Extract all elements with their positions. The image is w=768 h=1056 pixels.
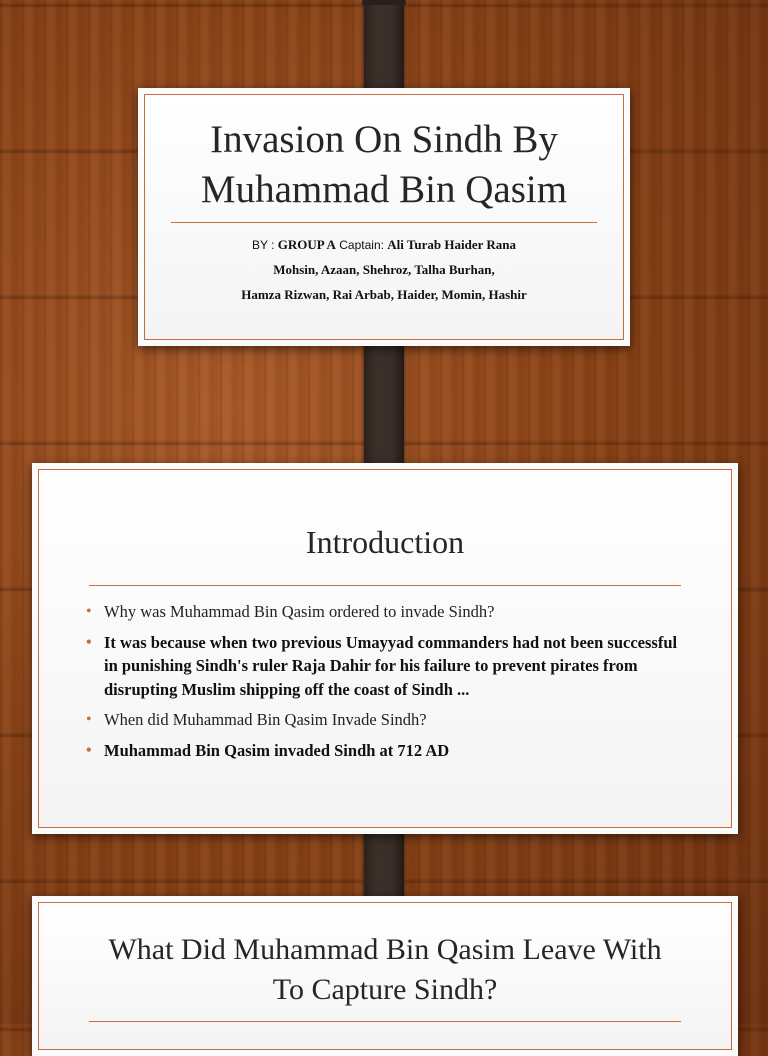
title-divider (171, 222, 597, 223)
introduction-bullet-list (86, 600, 686, 769)
question-divider (89, 1021, 681, 1022)
introduction-divider (89, 585, 681, 586)
captain-label: Captain: (335, 238, 388, 252)
slide-title-frame (144, 94, 624, 340)
bullet-text: Why was Muhammad Bin Qasim ordered to invade Sindh? (104, 602, 495, 621)
bullet-text: When did Muhammad Bin Qasim Invade Sindh? (104, 710, 427, 729)
bullet-marker: • (86, 603, 92, 620)
slide-title-line-2: Muhammad Bin Qasim (200, 168, 568, 211)
members-line-1: Mohsin, Azaan, Shehroz, Talha Burhan, (273, 262, 495, 277)
question-title-line-1: What Did Muhammad Bin Qasim Leave With (108, 933, 662, 966)
group-name: GROUP A (277, 237, 336, 252)
byline-group-captain (145, 237, 623, 253)
bullet-item (86, 739, 686, 763)
bullet-marker: • (86, 633, 92, 651)
slide-introduction-card[interactable] (32, 463, 738, 834)
by-label: BY : (251, 238, 278, 252)
bullet-marker: • (86, 741, 92, 759)
members-line-2: Hamza Rizwan, Rai Arbab, Haider, Momin, Hashir (241, 287, 527, 302)
bullet-text: It was because when two previous Umayyad commanders had not been successful in punishing Sindh's ruler Raja Dahir for his failure to prevent pirates from disrupting Muslim shipping off the coast of Sindh ... (104, 632, 678, 699)
slide-title-line-1: Invasion On Sindh By (210, 118, 558, 161)
captain-name: Ali Turab Haider Rana (387, 237, 517, 252)
slide-title-card[interactable] (138, 88, 630, 346)
bullet-item (86, 708, 686, 732)
hanging-strap-middle (364, 330, 404, 480)
bullet-marker: • (86, 711, 92, 728)
slide-question-card[interactable] (32, 896, 738, 1056)
bullet-text: Muhammad Bin Qasim invaded Sindh at 712 AD (104, 740, 450, 760)
introduction-title: Introduction (305, 524, 465, 560)
slide-question-frame (38, 902, 732, 1050)
bullet-item (86, 600, 686, 624)
bullet-item (86, 631, 686, 702)
question-title-line-2: To Capture Sindh? (272, 973, 498, 1006)
